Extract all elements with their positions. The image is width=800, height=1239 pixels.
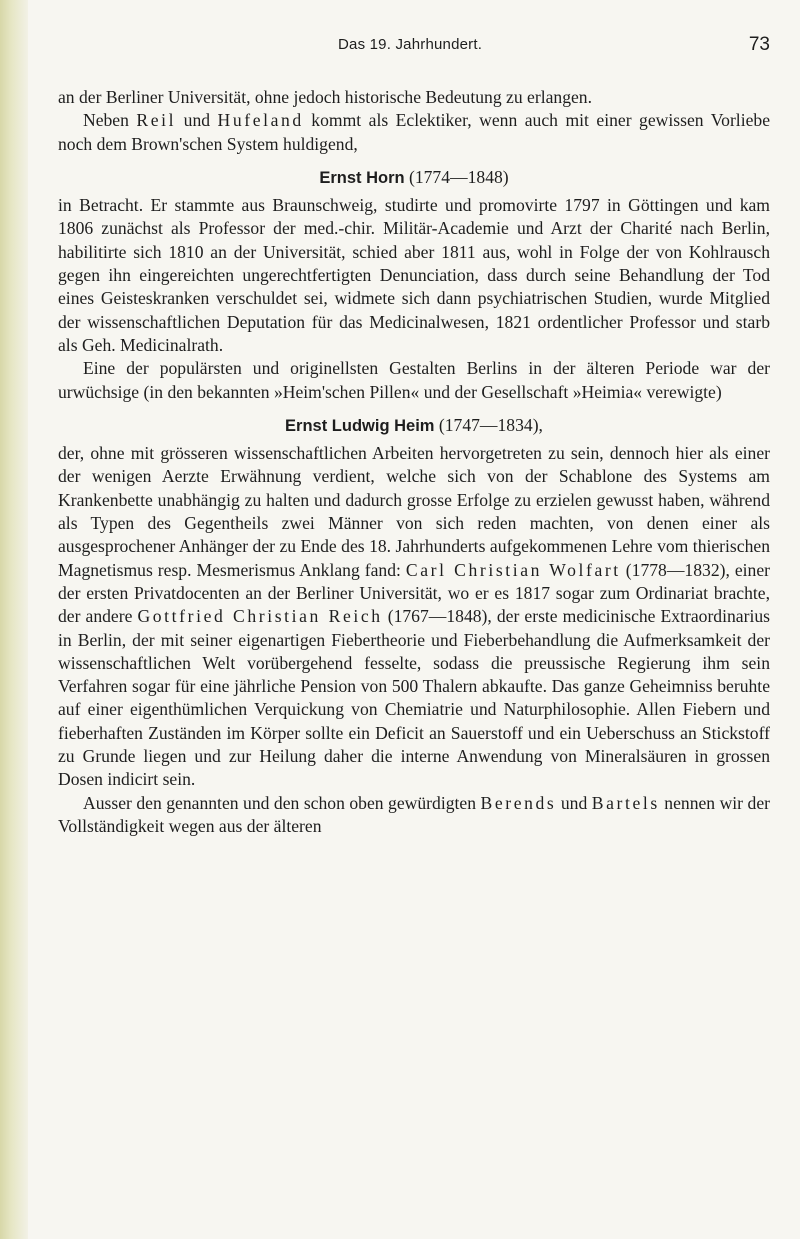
- paragraph-2: [58, 109, 770, 156]
- page-header: [58, 36, 770, 62]
- paragraph-1: an der Berliner Universität, ohne jedoch historische Bedeutung zu erlangen.: [58, 87, 592, 107]
- paragraph-4: Eine der populärsten und originellsten Gestalten Berlins in der älteren Periode war der urwüchsige (in den bekannten »Heim'schen Pillen« und der Gesellschaft »Heimia« verewigte): [58, 358, 770, 402]
- person-name-hufeland: Hufeland: [217, 110, 304, 131]
- scan-edge-shadow: [0, 0, 28, 1239]
- heading-dates-horn: (1774—1848): [404, 166, 509, 187]
- para5-text-1: der, ohne mit grösseren wissenschaftlichen Arbeiten hervorgetreten zu sein, dennoch hier als einer der wenigen Aerzte Erwähnung verdient, welche sich von der Schablone des Systems am Krankenbette unabhängig zu halten und dadurch grosse Erfolge zu erzielen gewusst haben, während als Typen des Gegentheils zwei Männer von sich reden machten, von denen einer als ausgesprochener Anhänger der zu Ende des 18. Jahrhunderts aufgekommenen Lehre vom thierischen Magnetismus resp. Mesmerismus Anklang fand:: [58, 443, 770, 580]
- paragraph-3: in Betracht. Er stammte aus Braunschweig, studirte und promovirte 1797 in Göttingen und kam 1806 zunächst als Professor der med.-chir. Militär-Academie und Arzt der Charité nach Berlin, habilitirte sich 1810 an der Universität, schied aber 1811 aus, wohl in Folge der von Kohlrausch gegen ihn eingereichten ungerechtfertigten Denunciation, dass durch seine Behandlung der Tod eines Geisteskranken verschuldet sei, widmete sich dann psychiatrischen Studien, wurde Mitglied der wissenschaftlichen Deputation für das Medicinalwesen, 1821 ordentlicher Professor und starb als Geh. Medicinalrath.: [58, 195, 770, 355]
- section-heading-heim: [58, 414, 770, 438]
- book-page: [58, 36, 770, 838]
- person-name-wolfart: Carl Christian Wolfart: [405, 559, 621, 580]
- para2-mid: und: [176, 110, 218, 131]
- para5-text-2: (1778—1832), einer der ersten Privatdocenten an der Berliner Universität, wo er es 1817 sogar zum Ordinariat brachte, der andere: [58, 559, 771, 627]
- section-heading-horn: [58, 166, 770, 190]
- para6-text-2: und: [556, 792, 592, 813]
- para2-pre: Neben: [83, 110, 137, 131]
- heading-name-horn: Ernst Horn: [319, 168, 405, 187]
- para6-text-3: nennen wir der Vollständigkeit wegen aus der älteren: [58, 792, 770, 836]
- body-text: [58, 86, 770, 838]
- para2-post: kommt als Eclektiker, wenn auch mit einer gewissen Vorliebe noch dem Brown'schen System huldigend,: [58, 110, 771, 154]
- page-number: 73: [748, 34, 770, 55]
- person-name-berends: Berends: [480, 792, 557, 813]
- paragraph-6: [58, 792, 770, 839]
- person-name-reich: Gottfried Christian Reich: [137, 606, 383, 627]
- paragraph-5: [58, 442, 770, 791]
- para6-text-1: Ausser den genannten und den schon oben gewürdigten: [83, 792, 481, 813]
- heading-name-heim: Ernst Ludwig Heim: [285, 416, 435, 435]
- running-title: Das 19. Jahrhundert.: [338, 36, 483, 53]
- person-name-reil: Reil: [136, 110, 177, 131]
- para5-text-3: (1767—1848), der erste medicinische Extraordinarius in Berlin, der mit seiner eigenartigen Fiebertheorie und Fieberbehandlung die Aufmerksamkeit der wissenschaftlichen Welt vorübergehend fesselte, sodass die preussische Regierung ihm sein Verfahren sogar für eine jährliche Pension von 500 Thalern abkaufte. Das ganze Geheimniss beruhte auf einer eigenthümlichen Verquickung von Chemiatrie und Naturphilosophie. Allen Fiebern und fieberhaften Zuständen im Körper sollte ein Deficit an Sauerstoff und ein Ueberschuss an Stickstoff zu Grunde liegen und zur Heilung daher die interne Anwendung von Mineralsäuren in grossen Dosen indicirt sein.: [58, 606, 770, 790]
- heading-dates-heim: (1747—1834),: [434, 414, 543, 435]
- person-name-bartels: Bartels: [591, 792, 660, 813]
